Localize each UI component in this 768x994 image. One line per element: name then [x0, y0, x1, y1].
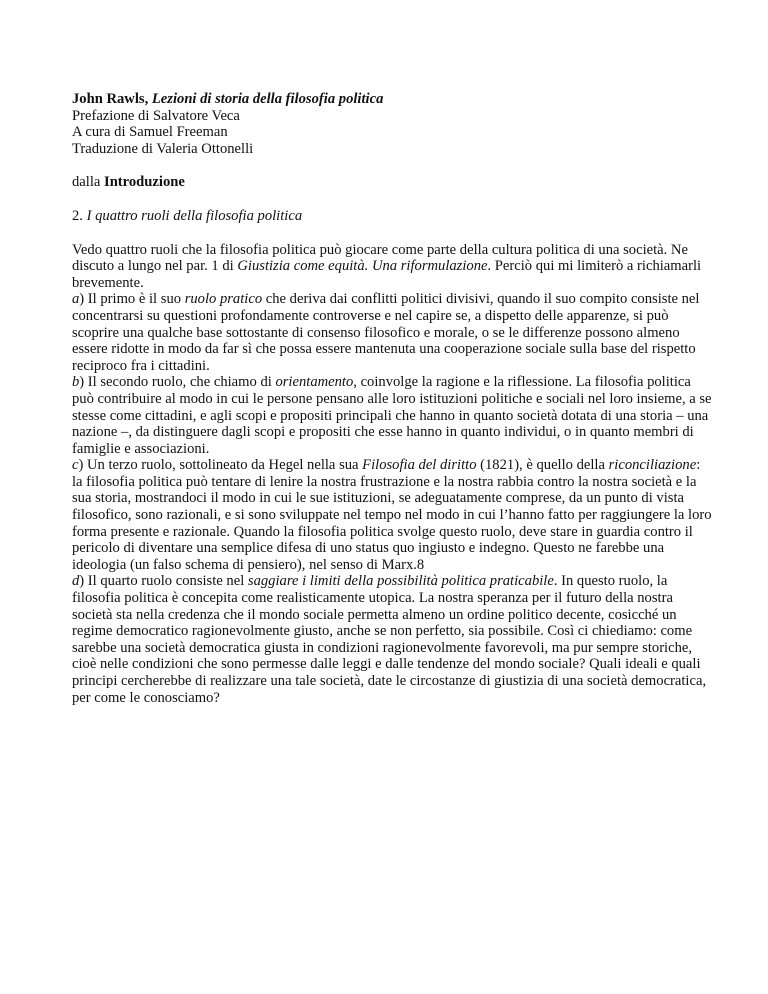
section-heading [72, 208, 712, 225]
paragraph-d-letter: d [72, 573, 80, 590]
section-number: 2. [72, 207, 87, 224]
paragraph-d-emphasis: saggiare i limiti della possibilità politica praticabile [247, 573, 554, 590]
paragraph-b-text-2: , coinvolge la ragione e la riflessione. La filosofia politica può contribuire al modo in cui le persone pensano alle loro istituzioni politiche e sociali nel loro insieme, a se stesse come cittadini, e agli scopi e propositi principali che hanno in quanto società dotata di una storia – una nazione –, da distinguere dagli scopi e propositi che esse hanno in quanto individui, o in quanto membri di famiglie e associazioni. [72, 374, 712, 457]
paragraph-c-text-2: (1821), è quello della [476, 457, 609, 474]
source-section: Introduzione [104, 174, 185, 191]
editor-line: A cura di Samuel Freeman [72, 124, 228, 141]
intro-book-ref: Giustizia come equità. Una riformulazione [237, 258, 488, 275]
intro-paragraph [72, 242, 712, 292]
paragraph-a [72, 291, 712, 374]
paragraph-a-letter: a [72, 291, 80, 308]
paragraph-a-emphasis: ruolo pratico [184, 291, 263, 308]
paragraph-d [72, 573, 712, 706]
author-name: John Rawls, [72, 91, 149, 107]
preface-line: Prefazione di Salvatore Veca [72, 107, 240, 124]
source-prefix: dalla [72, 174, 105, 191]
paragraph-c-text-3: : la filosofia politica può tentare di lenire la nostra frustrazione e la nostra rabbia contro la nostra società e la sua storia, mostrandoci il modo in cui le sue istituzioni, se adeguatamente comprese, da un punto di vista filosofico, sono razionali, e si sono sviluppate nel tempo nel modo in cui l’hanno fatto per raggiungere la loro forma presente e razionale. Quando la filosofia politica svolge questo ruolo, deve stare in guardia contro il pericolo di diventare una semplice difesa di uno status quo ingiusto e indegno. Questo ne farebbe una ideologia (un falso schema di pensiero), nel senso di Marx.8 [72, 457, 712, 573]
paragraph-a-text-1: ) Il primo è il suo [79, 291, 185, 308]
document-page [72, 91, 712, 706]
paragraph-c-emphasis: riconciliazione [608, 457, 697, 474]
paragraph-b [72, 374, 712, 457]
paragraph-b-letter: b [72, 374, 80, 391]
section-title: I quattro ruoli della filosofia politica [86, 207, 303, 224]
paragraph-c-book-ref: Filosofia del diritto [362, 457, 477, 474]
paragraph-c-text-1: ) Un terzo ruolo, sottolineato da Hegel nella sua [78, 457, 363, 474]
paragraph-c [72, 457, 712, 573]
paragraph-b-text-1: ) Il secondo ruolo, che chiamo di [79, 374, 276, 391]
book-info [72, 91, 712, 157]
paragraph-b-emphasis: orientamento [275, 374, 354, 391]
book-title: Lezioni di storia della filosofia politica [151, 91, 384, 107]
translation-line: Traduzione di Valeria Ottonelli [72, 140, 254, 157]
paragraph-d-text-1: ) Il quarto ruolo consiste nel [79, 573, 248, 590]
paragraph-c-letter: c [72, 457, 79, 474]
paragraph-a-text-2: che deriva dai conflitti politici divisivi, quando il suo compito consiste nel concentrarsi su questioni profondamente controverse e nel capire se, a dispetto delle apparenze, si può scoprire una qualche base sottostante di consenso filosofico e morale, o se le differenze possono almeno essere ridotte in modo da far sì che possa essere mantenuta una cooperazione sociale sulla base del rispetto reciproco fra i cittadini. [72, 291, 700, 374]
source-line [72, 174, 712, 191]
title-line [72, 91, 712, 108]
paragraph-d-text-2: . In questo ruolo, la filosofia politica è concepita come realisticamente utopica. La nostra speranza per il futuro della nostra società sta nella credenza che il mondo sociale permetta almeno un ordine politico decente, cosicché un regime democratico ragionevolmente giusto, anche se non perfetto, sia possibile. Così ci chiediamo: come sarebbe una società democratica giusta in condizioni ragionevolmente favorevoli, ma pur sempre storiche, cioè nelle condizioni che sono permesse dalle leggi e dalle tendenze del mondo sociale? Quali ideali e quali principi cercherebbe di realizzare una tale società, date le circostanze di giustizia di una società democratica, per come le conosciamo? [72, 573, 707, 706]
intro-text-2: . Perciò qui mi limiterò a richiamarli brevemente. [72, 258, 702, 291]
intro-text-1: Vedo quattro ruoli che la filosofia politica può giocare come parte della cultura politica di una società. Ne discuto a lungo nel par. 1 di [72, 241, 688, 275]
